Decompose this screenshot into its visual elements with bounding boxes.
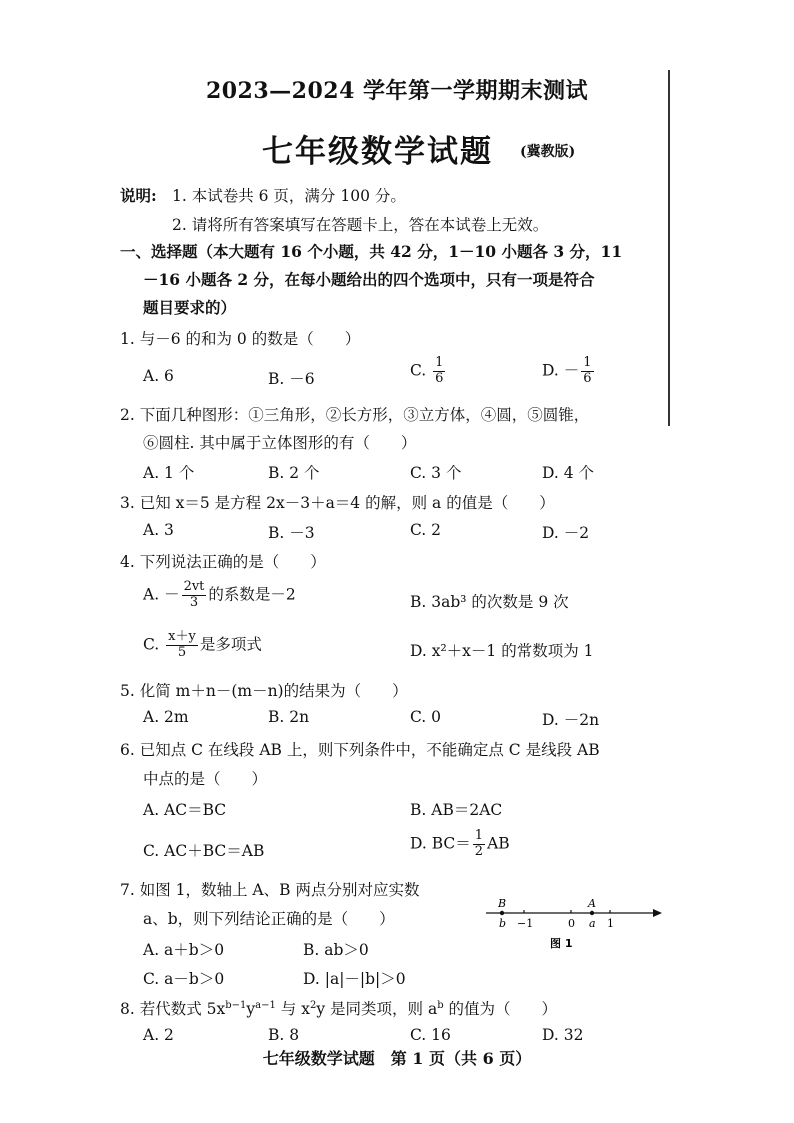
exam-title-line1: 2023—2024 学年第一学期期末测试 — [205, 78, 589, 104]
q1-option-c — [410, 356, 447, 387]
figure-caption: 图 1 — [550, 937, 573, 950]
q8-option-b: B. 8 — [268, 1026, 300, 1044]
number-line-arrow — [653, 909, 662, 917]
q2-stem-line1: 2. 下面几种图形：①三角形，②长方形，③立方体，④圆，⑤圆锥， — [120, 406, 590, 424]
q7-stem-line1: 7. 如图 1，数轴上 A、B 两点分别对应实数 — [120, 881, 420, 899]
edition-label: (冀教版) — [520, 144, 576, 160]
q6-option-d-label: D. BC＝ — [410, 834, 471, 853]
label-point-b: B — [498, 897, 507, 910]
q1-option-d-fraction — [581, 356, 593, 387]
point-a-dot — [590, 911, 594, 915]
q7-option-b: B. ab＞0 — [303, 941, 369, 959]
q6-stem-line2: 中点的是（ ） — [143, 770, 268, 788]
notes-line2: 2. 请将所有答案填写在答题卡上，答在本试卷上无效。 — [172, 216, 549, 234]
q4-option-d: D. x²＋x－1 的常数项为 1 — [410, 642, 594, 660]
q5-option-b: B. 2n — [268, 708, 310, 726]
exam-title-main: 七年级数学试题 — [262, 134, 493, 170]
q4-option-b: B. 3ab³ 的次数是 9 次 — [410, 593, 569, 611]
q4-option-c-fraction — [166, 630, 198, 661]
number-line-figure — [484, 895, 664, 955]
q5-option-d: D. －2n — [542, 711, 600, 729]
q5-option-c: C. 0 — [410, 708, 442, 726]
q2-option-c: C. 3 个 — [410, 464, 462, 482]
binding-rule-line — [668, 70, 670, 426]
q4-c-numerator: x＋y — [168, 629, 196, 644]
q1-option-b: B. －6 — [268, 370, 315, 388]
section1-heading-line1: 一、选择题（本大题有 16 个小题，共 42 分，1－10 小题各 3 分，11 — [120, 242, 623, 261]
q1-d-denominator: 6 — [583, 370, 592, 386]
q6-d-denominator: 2 — [474, 843, 484, 859]
q6-option-a: A. AC＝BC — [143, 801, 227, 819]
q1-option-a: A. 6 — [143, 367, 174, 385]
q4-stem: 4. 下列说法正确的是（ ） — [120, 553, 326, 571]
q8-option-a: A. 2 — [143, 1026, 174, 1044]
q2-option-a: A. 1 个 — [143, 464, 195, 482]
section1-heading-line3: 题目要求的） — [143, 298, 237, 317]
q1-option-c-label: C. — [410, 361, 427, 380]
q7-option-c: C. a－b＞0 — [143, 970, 225, 988]
q4-option-c — [143, 630, 262, 661]
q6-option-b: B. AB＝2AC — [410, 801, 503, 819]
q6-d-numerator: 1 — [474, 828, 484, 843]
q8-option-c: C. 16 — [410, 1026, 451, 1044]
q7-option-d: D. |a|－|b|＞0 — [303, 970, 406, 988]
q5-option-a: A. 2m — [143, 708, 189, 726]
q6-option-d-fraction — [473, 829, 485, 860]
q1-option-d-label: D. － — [542, 361, 580, 380]
q3-option-b: B. －3 — [268, 524, 315, 542]
q7-option-a: A. a＋b＞0 — [143, 941, 225, 959]
q6-option-c: C. AC＋BC＝AB — [143, 842, 265, 860]
q2-stem-line2: ⑥圆柱. 其中属于立体图形的有（ ） — [143, 434, 417, 452]
tick-label-one: 1 — [607, 917, 614, 930]
q1-c-denominator: 6 — [435, 370, 444, 386]
q4-option-a-fraction — [182, 580, 207, 611]
q4-option-a-rest: 的系数是－2 — [208, 585, 296, 604]
section1-heading-line2: －16 小题各 2 分，在每小题给出的四个选项中，只有一项是符合 — [143, 270, 595, 289]
q1-c-numerator: 1 — [435, 355, 444, 370]
q6-option-d-rest: AB — [487, 834, 510, 853]
notes-label: 说明: — [120, 186, 157, 205]
label-point-a: A — [588, 897, 596, 910]
q1-stem: 1. 与－6 的和为 0 的数是（ ） — [120, 330, 361, 348]
q4-a-denominator: 3 — [189, 594, 199, 610]
q1-option-d — [542, 356, 596, 387]
q4-c-denominator: 5 — [177, 644, 187, 660]
tick-label-minus1: −1 — [517, 917, 534, 930]
tick-label-zero: 0 — [568, 917, 575, 930]
notes-line1: 1. 本试卷共 6 页，满分 100 分。 — [172, 187, 406, 205]
q3-option-d: D. －2 — [542, 524, 590, 542]
q2-option-d: D. 4 个 — [542, 464, 595, 482]
q1-option-c-fraction — [433, 356, 445, 387]
q6-stem-line1: 6. 已知点 C 在线段 AB 上，则下列条件中，不能确定点 C 是线段 AB — [120, 741, 600, 759]
q3-stem: 3. 已知 x＝5 是方程 2x－3＋a＝4 的解，则 a 的值是（ ） — [120, 494, 555, 512]
q8-stem: 8. 若代数式 $5x^{b-1}y^{a-1}$ 与 $x^2y$ 是同类项，则 $a^b$ 的值为（ ） — [120, 999, 558, 1018]
tick-label-b: b — [499, 917, 507, 930]
q4-option-a — [143, 580, 296, 611]
q4-option-a-label: A. － — [143, 585, 180, 604]
q8-option-d: D. 32 — [542, 1026, 584, 1044]
tick-label-a: a — [589, 917, 596, 930]
q7-stem-line2: a、b，则下列结论正确的是（ ） — [143, 910, 395, 928]
q5-stem: 5. 化简 m＋n－(m－n)的结果为（ ） — [120, 682, 408, 700]
q4-option-c-label: C. — [143, 635, 160, 654]
point-b-dot — [500, 911, 504, 915]
q3-option-c: C. 2 — [410, 521, 442, 539]
q6-option-d — [410, 829, 510, 860]
page-footer: 七年级数学试题 第 1 页（共 6 页） — [262, 1049, 532, 1068]
q2-option-b: B. 2 个 — [268, 464, 320, 482]
q4-option-c-rest: 是多项式 — [199, 635, 262, 654]
q1-d-numerator: 1 — [583, 355, 592, 370]
q3-option-a: A. 3 — [143, 521, 174, 539]
q4-a-numerator: 2vt — [183, 579, 205, 594]
